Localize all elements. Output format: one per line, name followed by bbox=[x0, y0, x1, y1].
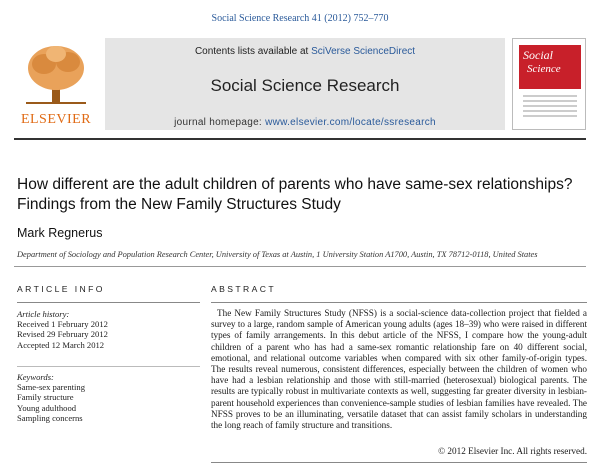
contents-available bbox=[105, 46, 505, 57]
keyword-item: Sampling concerns bbox=[17, 412, 83, 423]
history-item: Revised 29 February 2012 bbox=[17, 329, 108, 340]
homepage-link[interactable]: www.elsevier.com/locate/ssresearch bbox=[265, 117, 436, 128]
journal-title: Social Science Research bbox=[210, 76, 400, 95]
affiliation-divider bbox=[14, 266, 586, 267]
journal-banner bbox=[105, 38, 505, 130]
elsevier-logo-text: ELSEVIER bbox=[20, 112, 92, 127]
contents-prefix: Contents lists available at bbox=[194, 46, 312, 57]
article-history bbox=[17, 309, 200, 350]
article-title: How different are the adult children of parents who have same-sex relationships? Findings from the New Family Structures Study bbox=[17, 176, 573, 213]
abstract-heading: ABSTRACT bbox=[211, 284, 277, 294]
history-item: Accepted 12 March 2012 bbox=[17, 339, 105, 350]
tree-icon bbox=[22, 42, 90, 108]
article-info-heading: ARTICLE INFO bbox=[17, 284, 105, 294]
history-label: Article history: bbox=[17, 309, 70, 319]
article-author[interactable]: Mark Regnerus bbox=[17, 226, 103, 240]
keyword-item: Young adulthood bbox=[17, 402, 77, 413]
sciencedirect-link[interactable]: SciVerse ScienceDirect bbox=[311, 46, 416, 57]
elsevier-logo[interactable] bbox=[14, 38, 98, 130]
keywords-divider bbox=[17, 366, 200, 367]
article-info-divider bbox=[17, 302, 200, 303]
cover-title-2: Science bbox=[527, 63, 561, 75]
header-divider bbox=[14, 138, 586, 140]
abstract-divider bbox=[211, 302, 587, 303]
history-item: Received 1 February 2012 bbox=[17, 319, 108, 330]
author-affiliation: Department of Sociology and Population Research Center, University of Texas at Austin, 1 University Station A1700, Austin, TX 78712-0118, United States bbox=[17, 250, 538, 259]
cover-text-lines bbox=[523, 95, 577, 120]
journal-cover[interactable] bbox=[512, 38, 586, 130]
keyword-item: Family structure bbox=[17, 392, 74, 403]
journal-citation[interactable]: Social Science Research 41 (2012) 752–770 bbox=[211, 13, 389, 24]
keywords-list bbox=[17, 372, 200, 423]
abstract-bottom-divider bbox=[211, 462, 587, 463]
keywords-label: Keywords: bbox=[17, 372, 54, 382]
abstract-text: The New Family Structures Study (NFSS) is a social-science data-collection project that fielded a survey to a large, random sample of American young adults (ages 18–39) who were raised in different types of family arrangements. In this debut article of the NFSS, I compare how the young-adult children of a parent who has had a same-sex romantic relationship fare on 40 different social, emotional, and relational outcome variables when compared with six other family-of-origin types. The results reveal numerous, consistent differences, especially between the children of women who have had a lesbian relationship and those with still-married (heterosexual) biological parents. The results are typically robust in multivariate contexts as well, suggesting far greater diversity in lesbian-parent household experiences than convenience-sample studies of lesbian families have revealed. The NFSS proves to be an illuminating, versatile dataset that can assist family scholars in understanding the long reach of family structure and transitions. bbox=[211, 308, 587, 431]
journal-homepage bbox=[105, 117, 505, 128]
homepage-prefix: journal homepage: bbox=[174, 117, 266, 128]
cover-title-1: Social bbox=[523, 48, 553, 62]
keyword-item: Same-sex parenting bbox=[17, 382, 86, 393]
journal-header bbox=[14, 38, 586, 130]
copyright-notice: © 2012 Elsevier Inc. All rights reserved. bbox=[438, 446, 587, 456]
